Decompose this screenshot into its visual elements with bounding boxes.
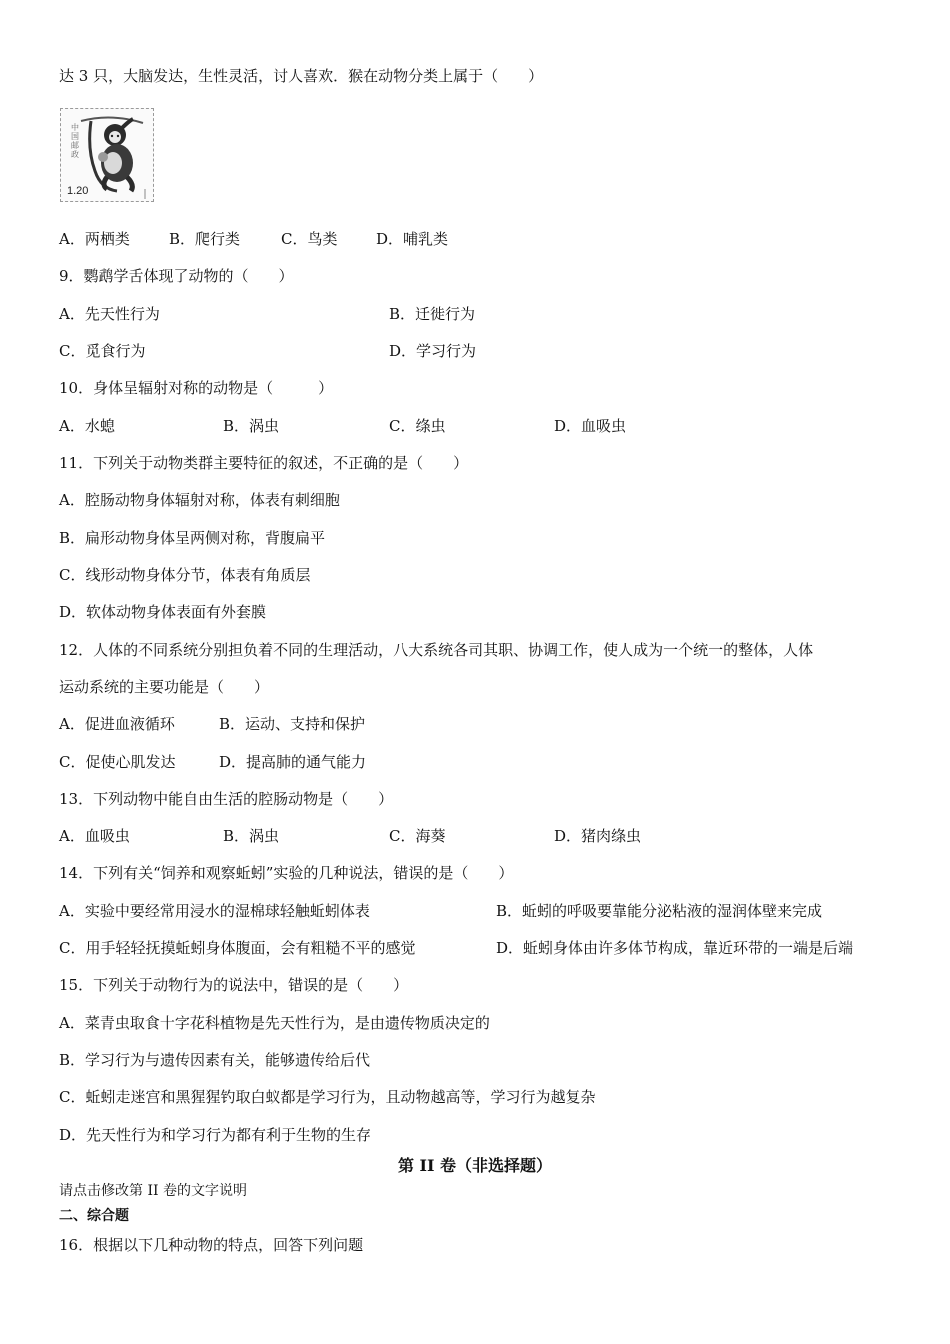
q12-option-b[interactable]: B．运动、支持和保护 — [219, 715, 366, 733]
q8-option-b[interactable]: B．爬行类 — [169, 230, 241, 248]
part2-title: 第 II 卷（非选择题） — [397, 1156, 553, 1175]
q10-option-d[interactable]: D．血吸虫 — [554, 417, 627, 435]
q12-stem-line1: 12．人体的不同系统分别担负着不同的生理活动，八大系统各司其职、协调工作，使人成为一个统一的整体，人体 — [59, 641, 814, 659]
q15-option-a[interactable]: A．菜青虫取食十字花科植物是先天性行为，是由遗传物质决定的 — [59, 1014, 490, 1032]
q15-stem: 15．下列关于动物行为的说法中，错误的是（ ） — [59, 976, 409, 994]
stamp-denomination: 1.20 — [67, 185, 89, 197]
q11-option-b[interactable]: B．扁形动物身体呈两侧对称，背腹扁平 — [59, 529, 326, 547]
q9-option-c[interactable]: C．觅食行为 — [59, 342, 146, 360]
q9-option-d[interactable]: D．学习行为 — [389, 342, 477, 360]
part2-note[interactable]: 请点击修改第 II 卷的文字说明 — [59, 1183, 247, 1199]
q8-option-a[interactable]: A．两栖类 — [59, 230, 130, 248]
q12-option-c[interactable]: C．促使心肌发达 — [59, 753, 176, 771]
q12-stem-line2: 运动系统的主要功能是（ ） — [59, 678, 270, 696]
stamp-vertical-text: 中国邮政 — [71, 123, 79, 159]
q14-option-a[interactable]: A．实验中要经常用浸水的湿棉球轻触蚯蚓体表 — [59, 902, 370, 920]
q9-option-b[interactable]: B．迁徙行为 — [389, 305, 476, 323]
q12-option-d[interactable]: D．提高肺的通气能力 — [219, 753, 367, 771]
q14-stem: 14．下列有关“饲养和观察蚯蚓”实验的几种说法，错误的是（ ） — [59, 864, 514, 882]
q11-option-a[interactable]: A．腔肠动物身体辐射对称，体表有刺细胞 — [59, 491, 340, 509]
q12-option-a[interactable]: A．促进血液循环 — [59, 715, 175, 733]
q13-option-a[interactable]: A．血吸虫 — [59, 827, 130, 845]
q11-option-c[interactable]: C．线形动物身体分节，体表有角质层 — [59, 566, 311, 584]
q10-option-c[interactable]: C．绦虫 — [389, 417, 446, 435]
q9-option-a[interactable]: A．先天性行为 — [59, 305, 160, 323]
q8-stem-tail: 达 3 只，大脑发达，生性灵活，讨人喜欢．猴在动物分类上属于（ ） — [59, 67, 544, 85]
q13-option-c[interactable]: C．海葵 — [389, 827, 446, 845]
q14-option-b[interactable]: B．蚯蚓的呼吸要靠能分泌粘液的湿润体壁来完成 — [496, 902, 823, 920]
q14-option-d[interactable]: D．蚯蚓身体由许多体节构成，靠近环带的一端是后端 — [496, 939, 854, 957]
q15-option-b[interactable]: B．学习行为与遗传因素有关，能够遗传给后代 — [59, 1051, 371, 1069]
q13-stem: 13．下列动物中能自由生活的腔肠动物是（ ） — [59, 790, 394, 808]
q8-option-c[interactable]: C．鸟类 — [281, 230, 338, 248]
q14-option-c[interactable]: C．用手轻轻抚摸蚯蚓身体腹面，会有粗糙不平的感觉 — [59, 939, 416, 957]
section-heading: 二、综合题 — [59, 1208, 129, 1224]
q15-option-c[interactable]: C．蚯蚓走迷宫和黑猩猩钓取白蚁都是学习行为，且动物越高等，学习行为越复杂 — [59, 1088, 596, 1106]
q10-stem: 10．身体呈辐射对称的动物是（ ） — [59, 379, 334, 397]
q10-option-a[interactable]: A．水螅 — [59, 417, 115, 435]
q13-option-b[interactable]: B．涡虫 — [223, 827, 280, 845]
q8-option-d[interactable]: D．哺乳类 — [376, 230, 449, 248]
q15-option-d[interactable]: D．先天性行为和学习行为都有利于生物的生存 — [59, 1126, 372, 1144]
q13-option-d[interactable]: D．猪肉绦虫 — [554, 827, 642, 845]
q11-stem: 11．下列关于动物类群主要特征的叙述，不正确的是（ ） — [59, 454, 469, 472]
q10-option-b[interactable]: B．涡虫 — [223, 417, 280, 435]
q16-stem: 16．根据以下几种动物的特点，回答下列问题 — [59, 1236, 364, 1254]
q11-option-d[interactable]: D．软体动物身体表面有外套膜 — [59, 603, 267, 621]
q9-stem: 9．鹦鹉学舌体现了动物的（ ） — [59, 267, 294, 285]
monkey-stamp-image — [60, 108, 154, 202]
